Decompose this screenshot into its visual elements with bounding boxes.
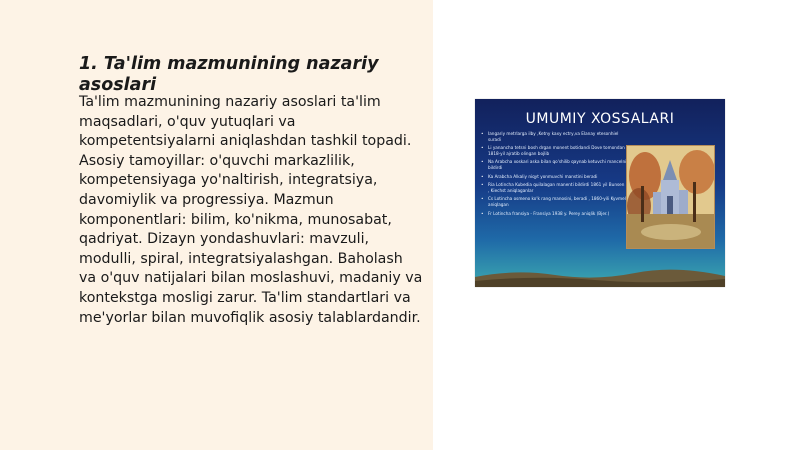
embedded-slide-image — [475, 99, 725, 287]
ground-strip-image — [475, 265, 725, 287]
slide-title: 1. Ta'lim mazmunining nazariy asoslari — [79, 54, 379, 95]
image-bullet-item: • Iangariy metrlarga ilby ,Ketny kaxy ectry,va Elanay etesonhiel suradi — [481, 131, 627, 142]
image-title: UMUMIY XOSSALARI — [525, 111, 675, 127]
image-bullet-item: • Ria Lotincha Kubedia quilalagan manenti bildirdi 1861 yil Bunsen , Kiechst aniqlaganlar — [481, 182, 627, 193]
image-bullet-item: • Li yanancha tetsni bosh drgan monent botidandi Dove tomondan 1818-yil ajratib olingan bojlib — [481, 145, 627, 156]
image-bullet-list — [481, 131, 627, 219]
image-bullet-item: • Fr Lotincha fransiya - Fransiya 1938 y. Perey aniqlik (Bjer.) — [481, 211, 627, 217]
image-bullet-item: • Ka Arabcha Alkaliy niqyt yonmuvchi manstini beradi — [481, 174, 627, 180]
castle-painting-image — [626, 145, 715, 249]
image-bullet-item: • Cs Lotincha osmeno ko'k rang manosini, beradi , 1860-yili Kyvmel aniqlagan — [481, 196, 627, 207]
image-bullet-item: • Na Arabcha xoskari aska bilan qo'shilib qaynab ketuvchi mancelni bildirdi — [481, 159, 627, 170]
slide-body-text: Ta'lim mazmunining nazariy asoslari ta'lim maqsadlari, o'quv yutuqlari va kompetentsiyalarni aniqlashdan tashkil topadi. Asosiy tamoyillar: o'quvchi markazlilik, kompetensiyaga yo'naltirish, integratsiya, davomiylik va progressiya. Mazmun komponentlari: bilim, ko'nikma, munosabat, qadriyat. Dizayn yondashuvlari: mavzuli, modulli, spiral, integratsiyalashgan. Baholash va o'quv natijalari bilan moslashuvi, madaniy va kontekstga mosligi zarur. Ta'lim standartlari va me'yorlar bilan muvofiqlik asosiy talablardandir. — [79, 94, 423, 326]
